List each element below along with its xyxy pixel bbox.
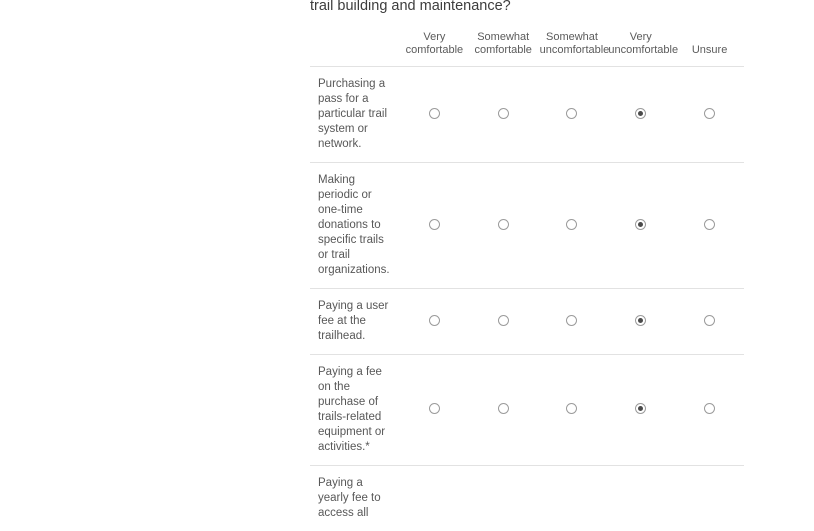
radio-r0-c0[interactable] xyxy=(429,108,440,119)
radio-r2-c3[interactable] xyxy=(635,315,646,326)
cell-r4-c2[interactable] xyxy=(538,466,607,531)
row-label-user-fee: Paying a user fee at the trailhead. xyxy=(310,289,400,355)
matrix-header-row xyxy=(310,31,744,67)
header-blank-cell xyxy=(310,31,400,67)
cell-r1-c3[interactable] xyxy=(606,163,675,289)
cell-r0-c0[interactable] xyxy=(400,67,469,163)
radio-r2-c4[interactable] xyxy=(704,315,715,326)
table-row xyxy=(310,163,744,289)
radio-r1-c3[interactable] xyxy=(635,219,646,230)
radio-r0-c3[interactable] xyxy=(635,108,646,119)
matrix-table xyxy=(310,31,744,531)
cell-r4-c1[interactable] xyxy=(469,466,538,531)
cell-r3-c2[interactable] xyxy=(538,355,607,466)
table-row xyxy=(310,67,744,163)
radio-r0-c2[interactable] xyxy=(566,108,577,119)
cell-r0-c3[interactable] xyxy=(606,67,675,163)
radio-r3-c1[interactable] xyxy=(498,403,509,414)
cell-r1-c4[interactable] xyxy=(675,163,744,289)
radio-r3-c3[interactable] xyxy=(635,403,646,414)
cell-r0-c1[interactable] xyxy=(469,67,538,163)
cell-r1-c2[interactable] xyxy=(538,163,607,289)
radio-r1-c4[interactable] xyxy=(704,219,715,230)
cell-r2-c3[interactable] xyxy=(606,289,675,355)
radio-r3-c4[interactable] xyxy=(704,403,715,414)
column-header-somewhat-uncomfortable: Somewhat uncomfortable xyxy=(538,31,607,67)
table-row xyxy=(310,466,744,531)
cell-r4-c4[interactable] xyxy=(675,466,744,531)
column-header-somewhat-comfortable: Somewhat comfortable xyxy=(469,31,538,67)
radio-r1-c0[interactable] xyxy=(429,219,440,230)
row-label-yearly-fee: Paying a yearly fee to access all xyxy=(310,466,400,531)
cell-r3-c1[interactable] xyxy=(469,355,538,466)
cell-r3-c0[interactable] xyxy=(400,355,469,466)
row-label-equipment-fee: Paying a fee on the purchase of trails-related equipment or activities.* xyxy=(310,355,400,466)
cell-r4-c3[interactable] xyxy=(606,466,675,531)
cell-r2-c1[interactable] xyxy=(469,289,538,355)
radio-r0-c1[interactable] xyxy=(498,108,509,119)
cell-r1-c1[interactable] xyxy=(469,163,538,289)
column-header-unsure: Unsure xyxy=(675,31,744,67)
survey-matrix-question xyxy=(310,0,744,531)
radio-r0-c4[interactable] xyxy=(704,108,715,119)
cell-r3-c3[interactable] xyxy=(606,355,675,466)
row-label-donations: Making periodic or one-time donations to specific trails or trail organizations. xyxy=(310,163,400,289)
cell-r2-c4[interactable] xyxy=(675,289,744,355)
table-row xyxy=(310,289,744,355)
cell-r3-c4[interactable] xyxy=(675,355,744,466)
radio-r3-c0[interactable] xyxy=(429,403,440,414)
cell-r1-c0[interactable] xyxy=(400,163,469,289)
cell-r2-c0[interactable] xyxy=(400,289,469,355)
radio-r2-c0[interactable] xyxy=(429,315,440,326)
radio-r2-c1[interactable] xyxy=(498,315,509,326)
question-title: trail building and maintenance? xyxy=(310,0,744,16)
cell-r2-c2[interactable] xyxy=(538,289,607,355)
cell-r0-c4[interactable] xyxy=(675,67,744,163)
cell-r0-c2[interactable] xyxy=(538,67,607,163)
radio-r2-c2[interactable] xyxy=(566,315,577,326)
radio-r3-c2[interactable] xyxy=(566,403,577,414)
matrix-header xyxy=(310,31,744,67)
column-header-very-comfortable: Very comfortable xyxy=(400,31,469,67)
radio-r1-c2[interactable] xyxy=(566,219,577,230)
matrix-body xyxy=(310,67,744,531)
column-header-very-uncomfortable: Very uncomfortable xyxy=(606,31,675,67)
cell-r4-c0[interactable] xyxy=(400,466,469,531)
row-label-purchasing-pass: Purchasing a pass for a particular trail system or network. xyxy=(310,67,400,163)
radio-r1-c1[interactable] xyxy=(498,219,509,230)
table-row xyxy=(310,355,744,466)
